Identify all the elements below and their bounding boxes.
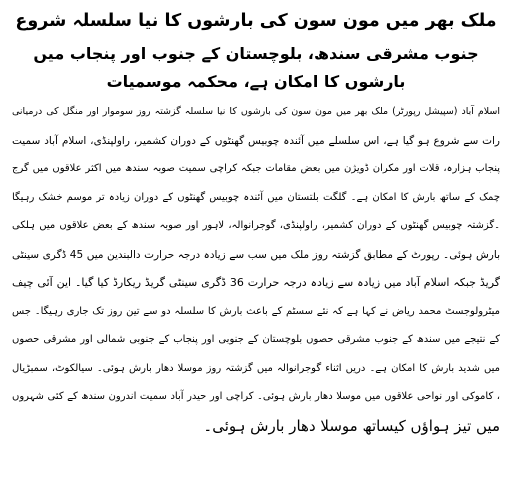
subheadline: جنوب مشرقی سندھ، بلوچستان کے جنوب اور پنجاب میں بارشوں کا امکان ہے، محکمہ موسمیات (33, 44, 479, 91)
body-line: چمک کے ساتھ بارش کا امکان ہے۔ گلگت بلتستان میں آئندہ چوبیس گھنٹوں کے دوران زیادہ تر موسم خشک رہیگا (12, 191, 500, 203)
body-line: ۔گزشتہ چوبیس گھنٹوں کے دوران کشمیر، راولپنڈی، گوجرانوالہ، لاہور اور صوبہ سندھ کے بعض علاقوں میں ہلکی (12, 220, 500, 231)
body-line: میٹرولوجسٹ محمد ریاض نے کہا ہے کہ نئے سسٹم کے باعث بارش کا سلسلہ دو سے تین روز تک جاری رہیگا۔ جس (12, 305, 500, 317)
body-line: ، کاموکی اور نواحی علاقوں میں موسلا دھار بارش ہوئی۔ کراچی اور حیدر آباد سمیت اندرون سندھ کے کئی شہروں (12, 391, 500, 402)
body-line: کے نتیجے میں سندھ کے جنوب مشرقی حصوں بلوچستان کے جنوبی اور پنجاب کے جنوبی شمالی اور مشرقی حصوں (12, 334, 500, 345)
body-line: میں شدید بارش کا امکان ہے۔ دریں اثناء گوجرانوالہ میں گزشتہ روز موسلا دھار بارش ہوئی۔ سیالکوٹ، سمبڑیال (12, 362, 500, 374)
article-body (12, 98, 500, 440)
body-line: بارش ہوئی۔ رپورٹ کے مطابق گزشتہ روز ملک میں سب سے زیادہ درجہ حرارت دالبندین میں 45 ڈگری سینٹی (12, 248, 500, 261)
headline: ملک بھر میں مون سون کی بارشوں کا نیا سلسلہ شروع (15, 11, 497, 31)
body-line: پنجاب ہزارہ، قلات اور مکران ڈویژن میں بعض مقامات جبکہ کراچی سمیت صوبہ سندھ میں اکثر علاقوں میں گرج (12, 163, 500, 174)
body-line: اسلام آباد (سپیشل رپورٹر) ملک بھر میں مون سون کی بارشوں کا نیا سلسلہ گزشتہ روز سوموار اور منگل کی درمیانی (12, 106, 500, 117)
body-line: رات سے شروع ہو گیا ہے، اس سلسلے میں آئندہ چوبیس گھنٹوں کے دوران کشمیر، راولپنڈی، اسلام آباد سمیت (12, 134, 500, 147)
body-line: گریڈ جبکہ اسلام آباد میں زیادہ سے زیادہ درجہ حرارت 36 ڈگری سینٹی گریڈ ریکارڈ کیا گیا۔ این آئی چیف (12, 276, 500, 289)
body-line: میں تیز ہواؤں کیساتھ موسلا دھار بارش ہوئی۔ (203, 416, 500, 435)
